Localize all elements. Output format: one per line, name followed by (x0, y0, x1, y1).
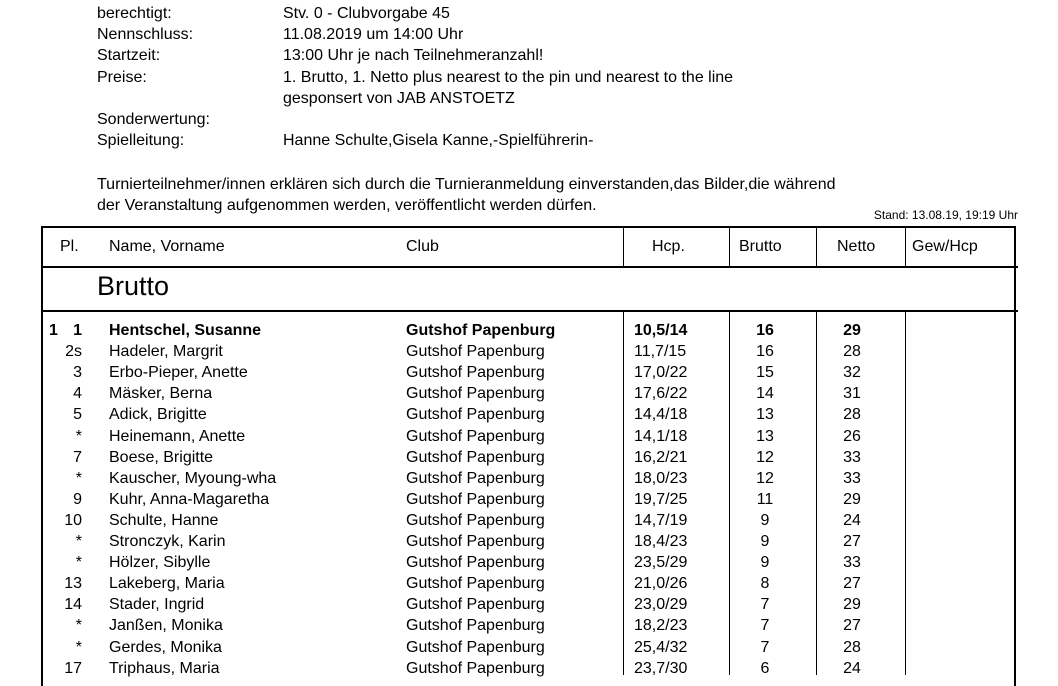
row-brutto: 11 (756, 490, 774, 508)
row-place: * (75, 554, 82, 572)
row-club: Gutshof Papenburg (406, 364, 545, 382)
table-row (0, 489, 1058, 510)
notice-line: der Veranstaltung aufgenommen werden, veröffentlicht werden dürfen. (97, 197, 597, 214)
row-place: 14 (64, 596, 82, 614)
table-row (0, 362, 1058, 383)
row-place: 9 (73, 490, 82, 508)
info-value: 13:00 Uhr je nach Teilnehmeranzahl! (283, 47, 544, 64)
row-netto: 32 (843, 364, 861, 382)
row-netto: 24 (843, 511, 861, 529)
col-header-netto: Netto (837, 238, 876, 255)
row-hcp: 11,7/15 (634, 343, 687, 361)
row-name: Triphaus, Maria (109, 659, 220, 677)
row-club: Gutshof Papenburg (406, 554, 545, 572)
row-brutto: 8 (760, 575, 770, 593)
table-row (0, 320, 1058, 341)
row-club: Gutshof Papenburg (406, 617, 545, 635)
row-hcp: 14,4/18 (634, 406, 688, 424)
row-place: 10 (64, 511, 82, 529)
row-netto: 28 (843, 343, 861, 361)
row-place: * (75, 469, 82, 487)
row-netto: 26 (843, 427, 861, 445)
row-hcp: 19,7/25 (634, 490, 688, 508)
table-row (0, 552, 1058, 573)
row-netto: 28 (843, 406, 861, 424)
row-netto: 29 (843, 322, 861, 339)
row-name: Kauscher, Myoung-wha (109, 469, 277, 487)
col-header-gew-hcp: Gew/Hcp (912, 238, 978, 255)
row-brutto: 7 (760, 638, 770, 656)
row-brutto: 9 (760, 533, 770, 550)
info-value: Hanne Schulte,Gisela Kanne,-Spielführerin- (283, 132, 594, 149)
table-row (0, 447, 1058, 468)
row-brutto: 13 (756, 406, 774, 424)
row-name: Boese, Brigitte (109, 448, 214, 466)
table-row (0, 637, 1058, 658)
row-netto: 33 (843, 554, 861, 572)
row-name: Kuhr, Anna-Magaretha (109, 490, 270, 508)
row-name: Mäsker, Berna (109, 385, 213, 403)
info-label: berechtigt: (97, 5, 172, 22)
row-club: Gutshof Papenburg (406, 427, 545, 445)
row-club: Gutshof Papenburg (406, 575, 545, 593)
col-header-brutto: Brutto (739, 238, 782, 255)
table-row (0, 404, 1058, 425)
row-club: Gutshof Papenburg (406, 659, 545, 677)
row-netto: 27 (843, 617, 861, 635)
row-brutto: 9 (760, 511, 770, 529)
row-club: Gutshof Papenburg (406, 533, 545, 550)
row-place: 13 (64, 575, 82, 593)
row-netto: 29 (843, 490, 861, 508)
info-value: gesponsert von JAB ANSTOETZ (283, 90, 515, 107)
row-netto: 29 (843, 596, 861, 614)
info-value: 1. Brutto, 1. Netto plus nearest to the pin und nearest to the line (283, 69, 734, 86)
row-place: 2s (65, 343, 82, 361)
stand-timestamp: Stand: 13.08.19, 19:19 Uhr (873, 208, 1018, 222)
row-brutto: 15 (756, 364, 774, 382)
row-brutto: 9 (760, 554, 770, 572)
row-brutto: 12 (756, 448, 774, 466)
row-club: Gutshof Papenburg (406, 448, 545, 466)
row-place: 1 (73, 322, 82, 339)
row-name: Stader, Ingrid (109, 596, 205, 614)
row-name: Heinemann, Anette (109, 427, 246, 445)
table-row (0, 426, 1058, 447)
info-label: Spielleitung: (97, 132, 185, 149)
section-divider (41, 310, 1018, 312)
row-hcp: 21,0/26 (634, 575, 688, 593)
table-row (0, 531, 1058, 552)
row-netto: 28 (843, 638, 861, 656)
row-brutto: 13 (756, 427, 774, 445)
row-netto: 33 (843, 448, 861, 466)
row-club: Gutshof Papenburg (406, 406, 545, 424)
row-name: Hentschel, Susanne (109, 322, 262, 339)
col-divider (816, 228, 817, 266)
row-club: Gutshof Papenburg (406, 343, 545, 361)
table-row (0, 658, 1058, 679)
col-header-club: Club (406, 238, 439, 255)
row-brutto: 12 (756, 469, 774, 487)
row-hcp: 18,2/23 (634, 617, 688, 635)
row-name: Hölzer, Sibylle (109, 554, 211, 572)
row-place: * (75, 533, 82, 550)
col-header-name: Name, Vorname (109, 238, 225, 255)
row-hcp: 10,5/14 (634, 322, 688, 339)
row-netto: 31 (843, 385, 861, 403)
table-row (0, 383, 1058, 404)
info-value: 11.08.2019 um 14:00 Uhr (283, 26, 464, 43)
row-hcp: 14,1/18 (634, 427, 688, 445)
table-row (0, 510, 1058, 531)
row-place: 5 (73, 406, 82, 424)
row-place: * (75, 427, 82, 445)
row-hcp: 17,6/22 (634, 385, 688, 403)
table-row (0, 468, 1058, 489)
col-divider (623, 228, 624, 266)
row-club: Gutshof Papenburg (406, 322, 556, 339)
row-name: Schulte, Hanne (109, 511, 219, 529)
info-label: Sonderwertung: (97, 111, 210, 128)
section-title: Brutto (97, 271, 170, 301)
info-label: Nennschluss: (97, 26, 194, 43)
table-row (0, 341, 1058, 362)
row-name: Hadeler, Margrit (109, 343, 223, 361)
row-place: * (75, 638, 82, 656)
row-hcp: 23,7/30 (634, 659, 688, 677)
row-name: Lakeberg, Maria (109, 575, 225, 593)
row-club: Gutshof Papenburg (406, 638, 545, 656)
row-hcp: 18,0/23 (634, 469, 688, 487)
table-row (0, 615, 1058, 636)
row-hcp: 17,0/22 (634, 364, 688, 382)
table-row (0, 594, 1058, 615)
row-brutto: 7 (760, 617, 770, 635)
row-club: Gutshof Papenburg (406, 596, 545, 614)
row-hcp: 23,5/29 (634, 554, 688, 572)
row-club: Gutshof Papenburg (406, 511, 545, 529)
row-netto: 27 (843, 533, 861, 550)
header-divider (41, 266, 1018, 268)
row-brutto: 16 (756, 322, 774, 339)
col-divider (905, 228, 906, 266)
row-place: 17 (64, 659, 82, 677)
row-place: 7 (73, 448, 82, 466)
row-hcp: 16,2/21 (634, 448, 688, 466)
col-divider (729, 228, 730, 266)
row-name: Erbo-Pieper, Anette (109, 364, 248, 382)
info-value: Stv. 0 - Clubvorgabe 45 (283, 5, 450, 22)
row-brutto: 14 (756, 385, 774, 403)
row-netto: 27 (843, 575, 861, 593)
row-netto: 33 (843, 469, 861, 487)
notice-line: Turnierteilnehmer/innen erklären sich durch die Turnieranmeldung einverstanden,das Bilder,die während (97, 176, 836, 193)
row-place: * (75, 617, 82, 635)
row-hcp: 23,0/29 (634, 596, 688, 614)
row-place: 3 (73, 364, 82, 382)
row-place: 4 (73, 385, 82, 403)
table-row (0, 573, 1058, 594)
row-club: Gutshof Papenburg (406, 385, 545, 403)
row-brutto: 16 (756, 343, 774, 361)
row-brutto: 6 (760, 659, 770, 677)
row-name: Stronczyk, Karin (109, 533, 226, 550)
info-label: Preise: (97, 69, 147, 86)
row-name: Janßen, Monika (109, 617, 223, 635)
row-rank: 1 (49, 322, 58, 339)
col-header-hcp: Hcp. (652, 238, 685, 255)
row-name: Adick, Brigitte (109, 406, 207, 424)
row-hcp: 25,4/32 (634, 638, 688, 656)
row-club: Gutshof Papenburg (406, 490, 545, 508)
info-label: Startzeit: (97, 47, 161, 64)
row-club: Gutshof Papenburg (406, 469, 545, 487)
row-hcp: 14,7/19 (634, 511, 688, 529)
row-hcp: 18,4/23 (634, 533, 688, 550)
row-brutto: 7 (760, 596, 770, 614)
col-header-pl: Pl. (60, 238, 79, 255)
row-name: Gerdes, Monika (109, 638, 222, 656)
row-netto: 24 (843, 659, 861, 677)
